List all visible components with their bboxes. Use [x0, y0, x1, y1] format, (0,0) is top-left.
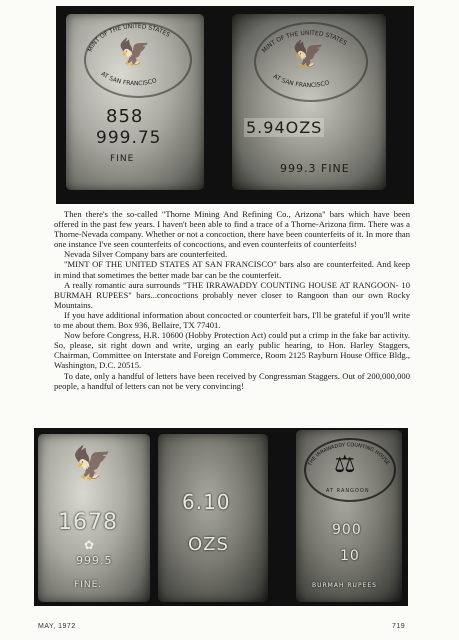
bar2-seal-top-text: MINT OF THE UNITED STATES	[260, 29, 348, 55]
silver-bar-irrawaddy	[296, 430, 402, 602]
paragraph-nevada: Nevada Silver Company bars are counterfeited.	[64, 249, 228, 260]
svg-text:AT SAN FRANCISCO	[100, 70, 158, 87]
bar4-unit: OZS	[188, 534, 229, 555]
page-number: 719	[392, 623, 406, 630]
paragraph-letters: To date, only a handful of letters have been received by Congressman Staggers. Out of 200,000,000 people, a handful of letters can not be very convincing!	[54, 370, 410, 391]
silver-bar-610ozs	[158, 434, 268, 602]
paragraph-contact: If you have additional information about concocted or counterfeit bars, I'll be grateful if you'll write to me about them. Box 936, Bellaire, TX 77401.	[54, 309, 410, 331]
bar3-serial: 1678	[58, 510, 118, 535]
scales-icon: ⚖	[334, 450, 356, 478]
eagle-icon: 🦅	[292, 40, 325, 70]
eagle-icon: 🦅	[72, 444, 112, 482]
issue-date: MAY, 1972	[38, 623, 76, 630]
eagle-icon: 🦅	[118, 38, 151, 68]
bottom-photo	[34, 428, 408, 606]
bar2-fine: 999.3 FINE	[280, 162, 350, 175]
article-body	[54, 209, 410, 391]
bar5-seal-top-text: THE IRRAWADDY COUNTING HOUSE	[307, 442, 391, 468]
paragraph-congress: Now before Congress, H.R. 10600 (Hobby Protection Act) could put a crimp in the fake bar activity. So, please, sit right down and write, urging an early public hearing, to Hon. Harley Staggers, Chairman, Committee on Interstate and Foreign Commerce, Room 2125 Rayburn House Office Bldg., Washington, D.C. 20515.	[54, 330, 410, 371]
silver-bar-594ozs	[232, 14, 386, 190]
bar2-seal-bottom-text: AT SAN FRANCISCO	[271, 72, 331, 90]
bar5-rangoon: AT RANGOON	[326, 488, 370, 494]
bar3-fine: FINE.	[74, 580, 103, 590]
flower-icon: ✿	[84, 538, 95, 552]
bar4-weight: 6.10	[182, 490, 231, 514]
bar5-fineness: 900	[332, 522, 362, 538]
bar5-burmah: BURMAH RUPEES	[312, 582, 377, 589]
paragraph-irrawaddy: A really romantic aura surrounds "THE IRRAWADDY COUNTING HOUSE AT RANGOON- 10 BURMAH RUPEES" bars...concoctions probably never closer to Rangoon than our own Rocky Mountains.	[54, 279, 410, 310]
bar1-seal-top-text: MINT OF THE UNITED STATES	[86, 22, 172, 54]
bar1-fineness: 999.75	[96, 128, 162, 148]
top-photo	[56, 6, 414, 204]
bar2-weight: 5.94OZS	[246, 118, 323, 137]
bar1-seal-bottom-text: AT SAN FRANCISCO	[99, 70, 158, 88]
bar1-fine: FINE	[110, 154, 135, 164]
bar3-fineness: 999.5	[76, 554, 113, 567]
silver-bar-1678	[38, 434, 150, 602]
bar1-serial: 858	[106, 106, 144, 127]
paragraph-thorne: Then there's the so-called "Thorne Mining And Refining Co., Arizona" bars which have been offered in the past few years. I haven't been able to find a trace of a Thorne-Arizona firm. There was a Thorne-Nevada company. Whether or not a concoction, there have been counterfeits of it. In more than one instance I've seen counterfeits of concoctions, and even counterfeits of counterfeits!	[54, 209, 410, 250]
paragraph-mint-sf: "MINT OF THE UNITED STATES AT SAN FRANCISCO" bars also are counterfeited. And keep in mind that sometimes the better made bar can be the counterfeit.	[54, 259, 410, 280]
svg-text:AT SAN FRANCISCO	[272, 73, 331, 89]
silver-bar-858	[66, 14, 204, 190]
bar5-value: 10	[340, 548, 360, 564]
